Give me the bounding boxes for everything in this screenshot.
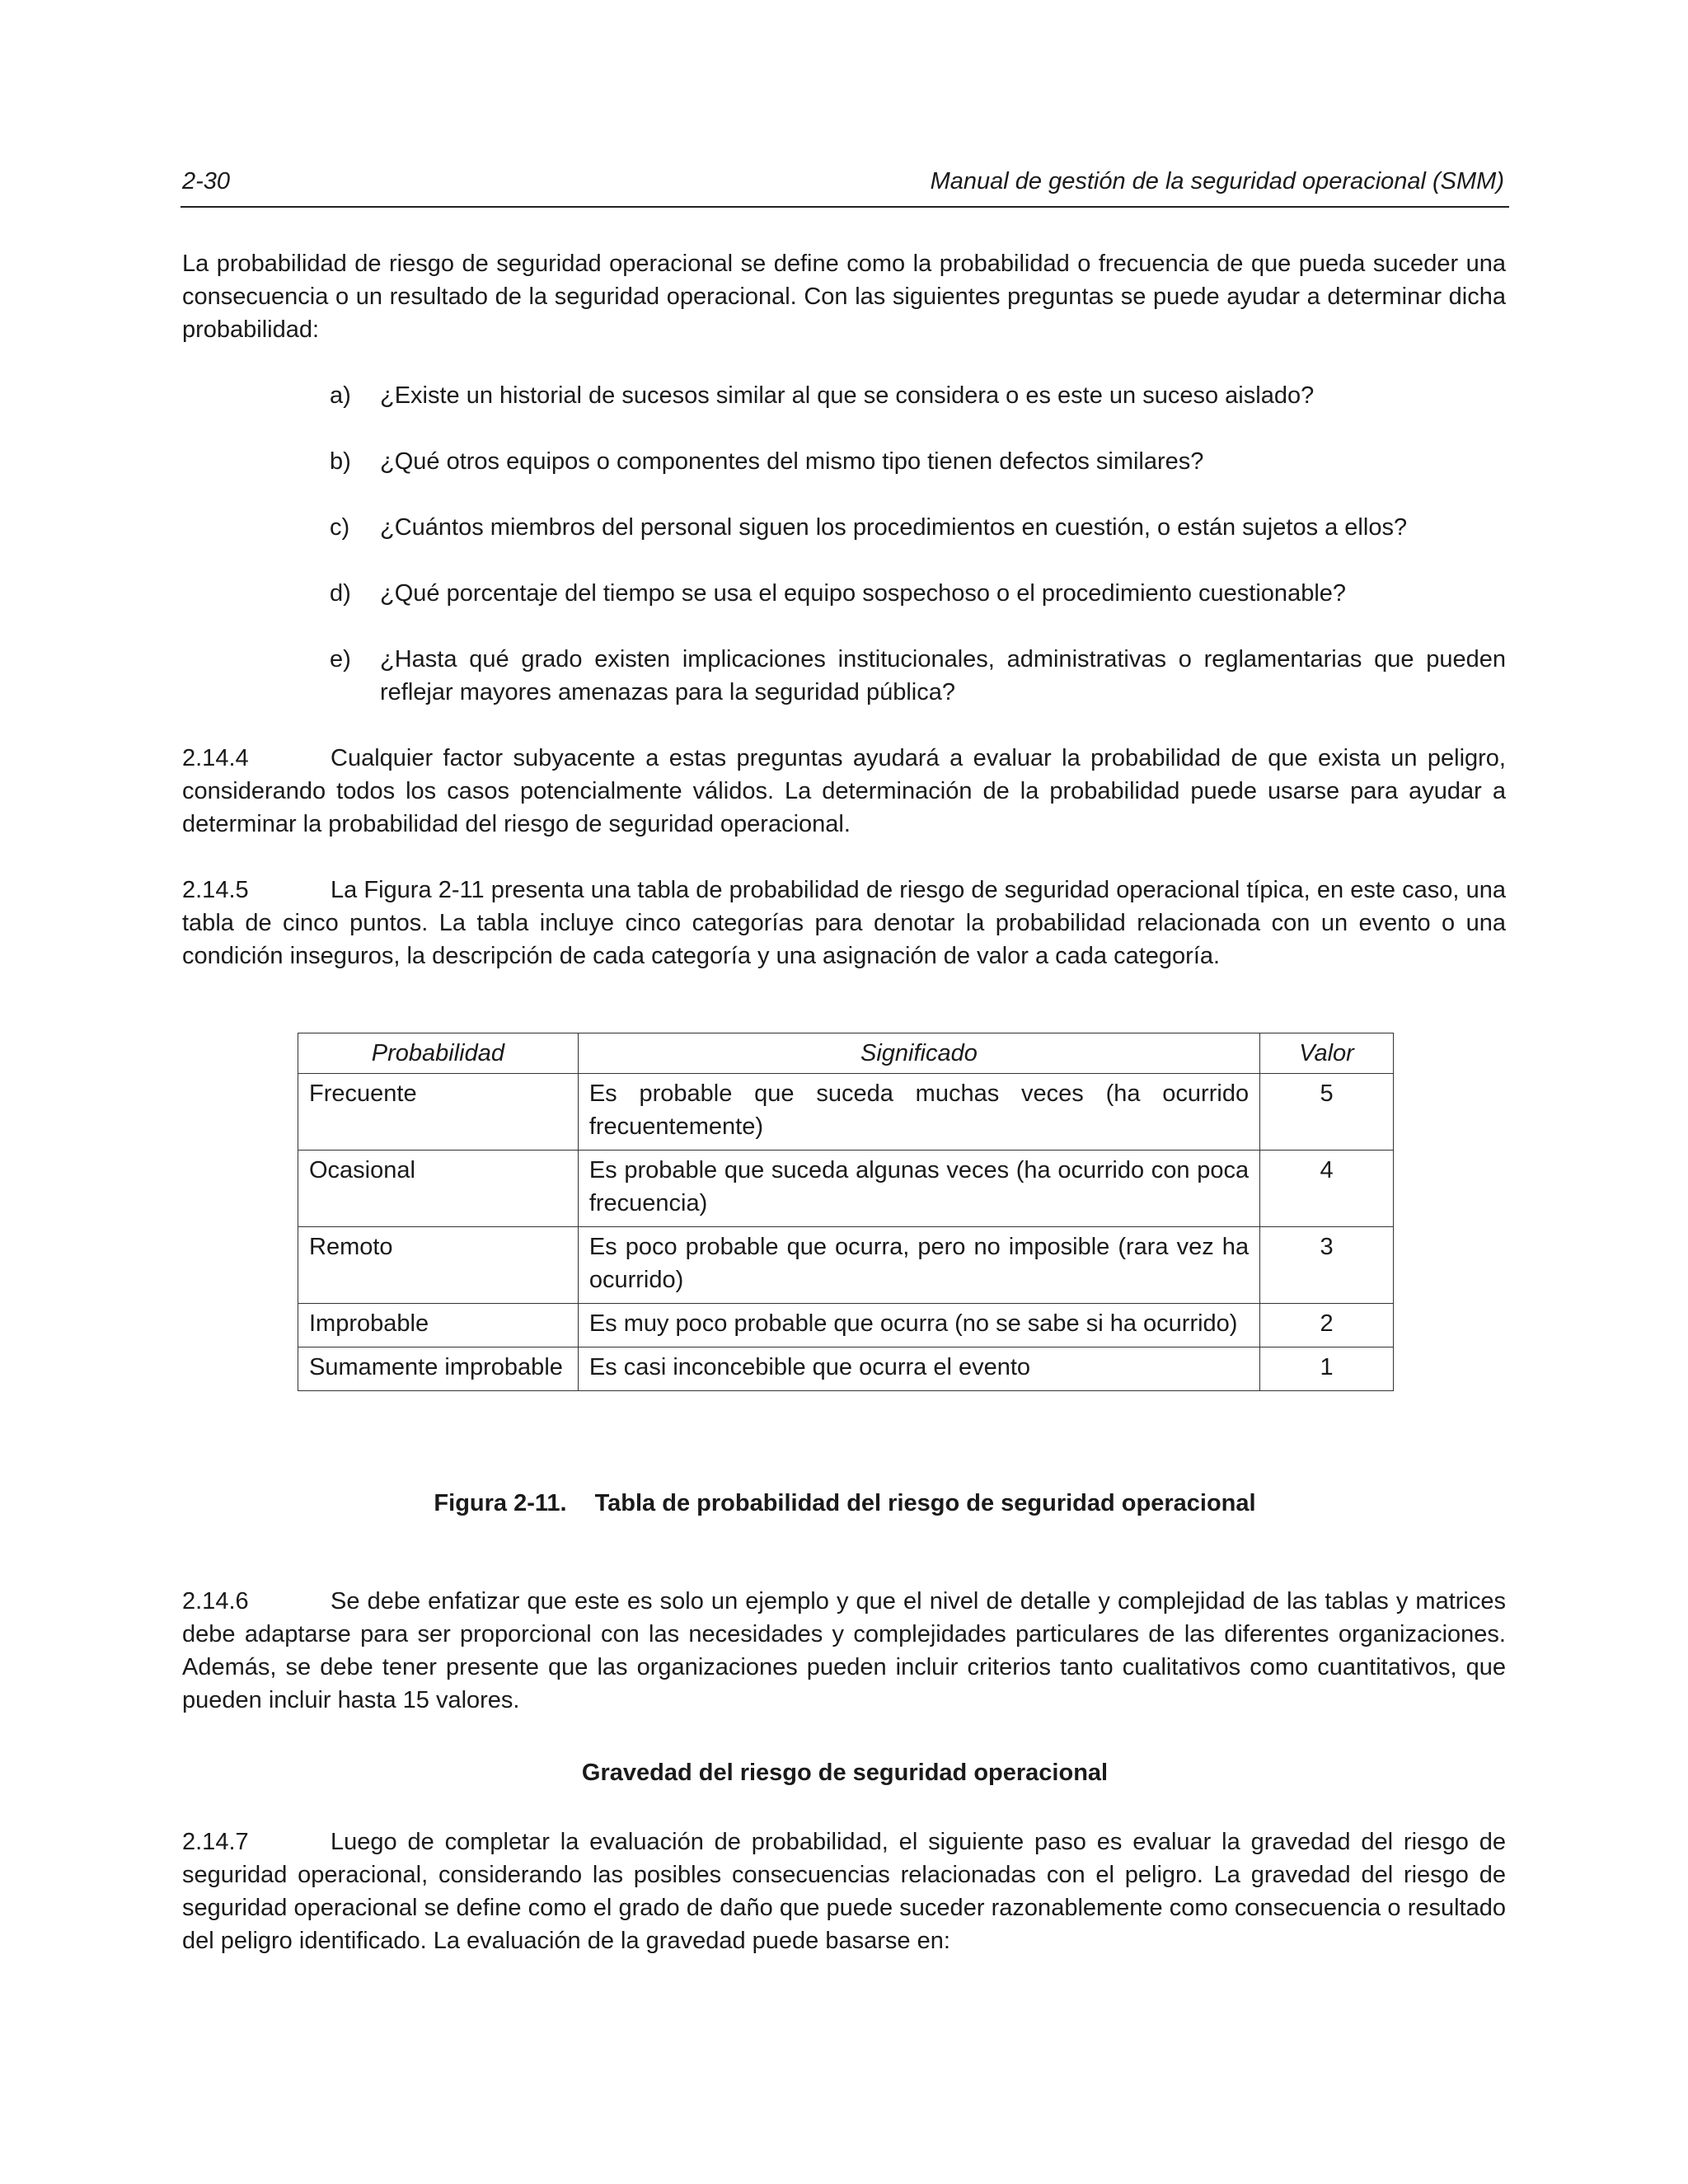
table-row	[298, 1304, 1394, 1347]
probability-cell: Frecuente	[298, 1074, 579, 1151]
figure-title: Tabla de probabilidad del riesgo de seguridad operacional	[594, 1490, 1256, 1516]
intro-paragraph: La probabilidad de riesgo de seguridad operacional se define como la probabilidad o frecuencia de que pueda suceder una consecuencia o un resultado de la seguridad operacional. Con las siguientes preguntas se puede ayudar a determinar dicha probabilidad:	[182, 251, 1506, 343]
paragraph-number: 2.14.4	[182, 745, 249, 771]
paragraph-text: Cualquier factor subyacente a estas preguntas ayudará a evaluar la probabilidad de que exista un peligro, considerando todos los casos potencialmente válidos. La determinación de la probabilidad puede usarse para ayudar a determinar la probabilidad del riesgo de seguridad operacional.	[182, 745, 1506, 837]
paragraph-number: 2.14.5	[182, 877, 249, 903]
list-text: ¿Qué porcentaje del tiempo se usa el equipo sospechoso o el procedimiento cuestionable?	[380, 580, 1347, 607]
probability-table	[298, 1033, 1394, 1391]
list-marker: b)	[330, 448, 351, 475]
paragraph-text: La Figura 2-11 presenta una tabla de probabilidad de riesgo de seguridad operacional típica, en este caso, una tabla de cinco puntos. La tabla incluye cinco categorías para denotar la probabilidad relacionada con un evento o una condición inseguros, la descripción de cada categoría y una asignación de valor a cada categoría.	[182, 877, 1506, 969]
figure-caption	[181, 1490, 1509, 1517]
paragraph-number: 2.14.7	[182, 1829, 249, 1855]
list-text: ¿Hasta qué grado existen implicaciones institucionales, administrativas o reglamentarias que pueden reflejar mayores amenazas para la seguridad pública?	[380, 646, 1506, 705]
paragraph-2-14-7	[182, 1825, 1506, 1957]
table-header-row	[298, 1033, 1394, 1074]
paragraph-2-14-6	[182, 1585, 1506, 1717]
value-cell: 5	[1260, 1074, 1394, 1151]
list-marker: c)	[330, 514, 350, 541]
probability-cell: Ocasional	[298, 1151, 579, 1227]
probability-cell: Sumamente improbable	[298, 1347, 579, 1391]
list-marker: a)	[330, 382, 351, 409]
meaning-cell: Es muy poco probable que ocurra (no se sabe si ha ocurrido)	[578, 1304, 1259, 1347]
list-text: ¿Cuántos miembros del personal siguen los procedimientos en cuestión, o están sujetos a ellos?	[380, 514, 1408, 541]
list-text: ¿Qué otros equipos o componentes del mismo tipo tienen defectos similares?	[380, 448, 1204, 475]
value-cell: 4	[1260, 1151, 1394, 1227]
probability-cell: Improbable	[298, 1304, 579, 1347]
page-number: 2-30	[182, 168, 231, 194]
paragraph-2-14-4	[182, 742, 1506, 841]
probability-cell: Remoto	[298, 1227, 579, 1304]
list-marker: e)	[330, 646, 351, 673]
page-header	[181, 163, 1509, 208]
paragraph-text: Se debe enfatizar que este es solo un ejemplo y que el nivel de detalle y complejidad de las tablas y matrices debe adaptarse para ser proporcional con las necesidades y complejidades particulares de las diferentes organizaciones. Además, se debe tener presente que las organizaciones pueden incluir criterios tanto cualitativos como cuantitativos, que pueden incluir hasta 15 valores.	[182, 1588, 1506, 1713]
value-cell: 2	[1260, 1304, 1394, 1347]
table-row	[298, 1074, 1394, 1151]
document-title: Manual de gestión de la seguridad operacional (SMM)	[930, 168, 1504, 194]
value-cell: 1	[1260, 1347, 1394, 1391]
header-meaning: Significado	[578, 1033, 1259, 1074]
meaning-cell: Es casi inconcebible que ocurra el evento	[578, 1347, 1259, 1391]
meaning-cell: Es probable que suceda algunas veces (ha ocurrido con poca frecuencia)	[578, 1151, 1259, 1227]
list-text: ¿Existe un historial de sucesos similar al que se considera o es este un suceso aislado?	[380, 382, 1315, 409]
figure-label: Figura 2-11.	[434, 1490, 567, 1516]
table-row	[298, 1151, 1394, 1227]
list-marker: d)	[330, 580, 351, 607]
header-probability: Probabilidad	[298, 1033, 579, 1074]
meaning-cell: Es poco probable que ocurra, pero no imposible (rara vez ha ocurrido)	[578, 1227, 1259, 1304]
meaning-cell: Es probable que suceda muchas veces (ha ocurrido frecuentemente)	[578, 1074, 1259, 1151]
header-value: Valor	[1260, 1033, 1394, 1074]
paragraph-number: 2.14.6	[182, 1588, 249, 1615]
section-subheading: Gravedad del riesgo de seguridad operacional	[581, 1760, 1109, 1786]
table-row	[298, 1227, 1394, 1304]
paragraph-text: Luego de completar la evaluación de probabilidad, el siguiente paso es evaluar la gravedad del riesgo de seguridad operacional, considerando las posibles consecuencias relacionadas con el peligro. La gravedad del riesgo de seguridad operacional se define como el grado de daño que puede suceder razonablemente como consecuencia o resultado del peligro identificado. La evaluación de la gravedad puede basarse en:	[182, 1829, 1506, 1954]
table-row	[298, 1347, 1394, 1391]
value-cell: 3	[1260, 1227, 1394, 1304]
paragraph-2-14-5	[182, 874, 1506, 972]
